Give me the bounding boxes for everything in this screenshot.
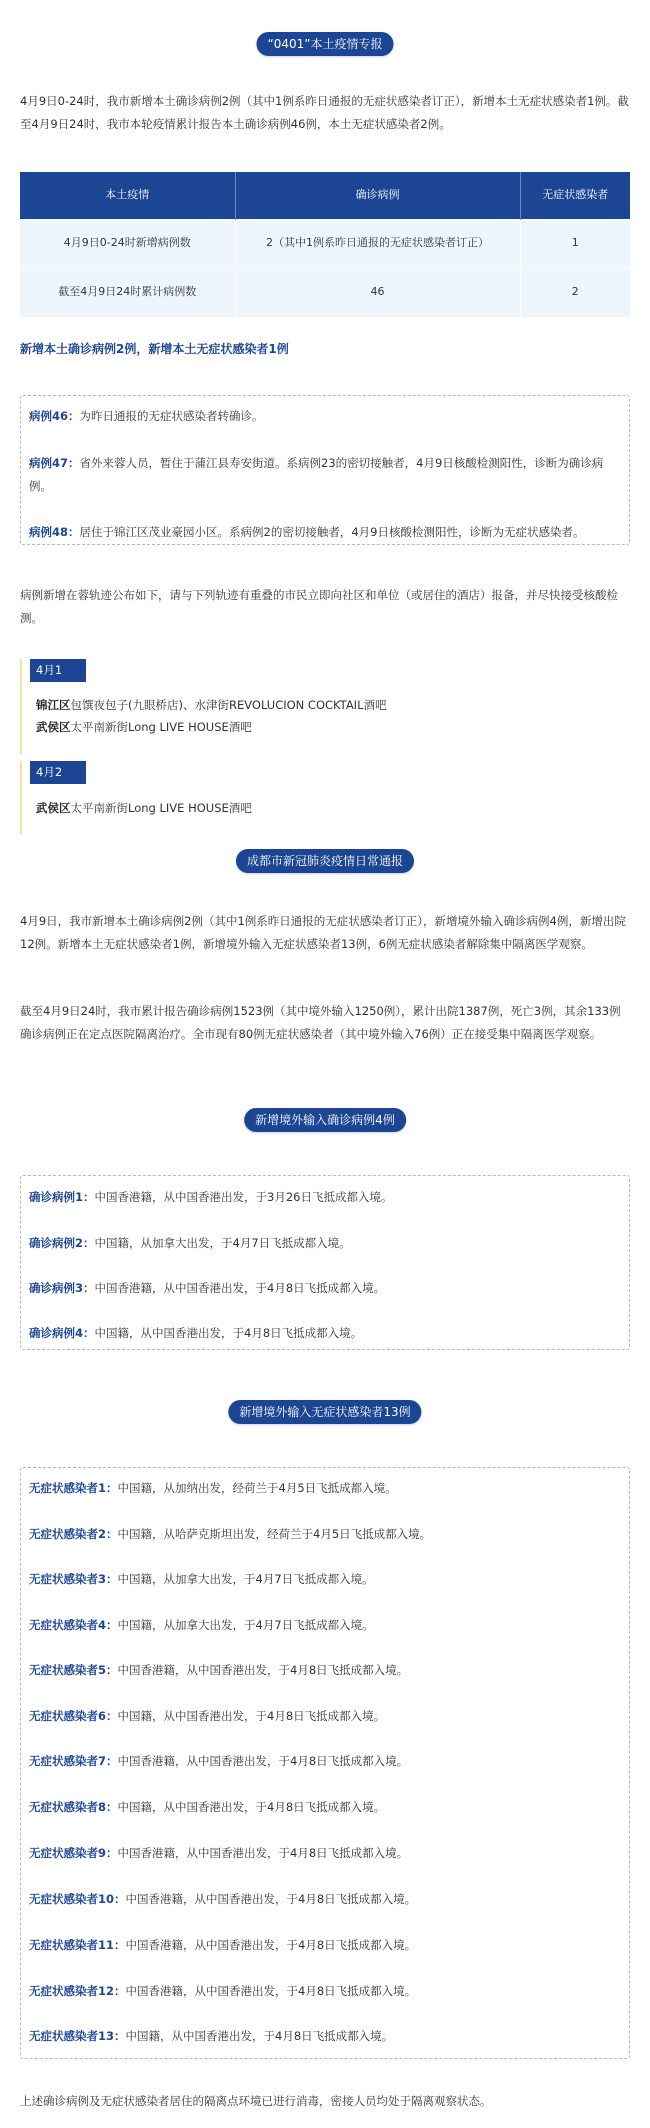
case-label: 无症状感染者5： bbox=[29, 1663, 118, 1677]
table-header: 无症状感染者 bbox=[520, 172, 630, 219]
case-text: 中国香港籍，从中国香港出发，于4月8日飞抵成都入境。 bbox=[125, 1938, 417, 1952]
table-row bbox=[20, 219, 630, 268]
case-label: 无症状感染者2： bbox=[29, 1527, 118, 1541]
track-place: 太平南新街Long LIVE HOUSE酒吧 bbox=[70, 801, 252, 815]
case-entry bbox=[29, 405, 621, 428]
intro-paragraph: 4月9日0-24时，我市新增本土确诊病例2例（其中1例系昨日通报的无症状感染者订正），新增本土无症状感染者1例。截至4月9日24时，我市本轮疫情累计报告本土确诊病例46例，本土无症状感染者2例。 bbox=[20, 94, 629, 131]
case-entry bbox=[29, 2025, 621, 2048]
case-entry bbox=[29, 1232, 621, 1255]
case-label: 无症状感染者7： bbox=[29, 1754, 118, 1768]
table-header: 本土疫情 bbox=[20, 172, 235, 219]
section-title-daily-report: 成都市新冠肺炎疫情日常通报 bbox=[236, 849, 414, 873]
case-text: 中国香港籍，从中国香港出发，于4月8日飞抵成都入境。 bbox=[125, 1984, 417, 1998]
case-text: 中国籍，从加纳出发，经荷兰于4月5日飞抵成都入境。 bbox=[117, 1481, 397, 1495]
case-text: 中国香港籍，从中国香港出发，于4月8日飞抵成都入境。 bbox=[117, 1663, 409, 1677]
imported-asymptomatic-box bbox=[20, 1467, 630, 2059]
case-label: 确诊病例4： bbox=[29, 1326, 95, 1340]
table-header: 确诊病例 bbox=[235, 172, 520, 219]
case-label: 病例46： bbox=[29, 409, 80, 423]
closing-paragraph: 上述确诊病例及无症状感染者居住的隔离点环境已进行消毒，密接人员均处于隔离观察状态。 bbox=[20, 2094, 492, 2108]
case-label: 无症状感染者13： bbox=[29, 2029, 126, 2043]
case-entry bbox=[29, 1796, 621, 1819]
case-label: 无症状感染者10： bbox=[29, 1892, 126, 1906]
case-entry bbox=[29, 1614, 621, 1637]
case-label: 无症状感染者8： bbox=[29, 1800, 118, 1814]
case-text: 中国籍，从中国香港出发，于4月8日飞抵成都入境。 bbox=[94, 1326, 363, 1340]
case-text: 中国香港籍，从中国香港出发，于3月26日飞抵成都入境。 bbox=[94, 1190, 393, 1204]
case-entry bbox=[29, 1934, 621, 1957]
case-text: 居住于锦江区茂业豪园小区。系病例2的密切接触者，4月9日核酸检测阳性，诊断为无症状感染者。 bbox=[79, 525, 585, 539]
table-header-row bbox=[20, 172, 630, 219]
track-district: 武侯区 bbox=[36, 801, 71, 815]
case-label: 确诊病例3： bbox=[29, 1281, 95, 1295]
table-cell: 截至4月9日24时累计病例数 bbox=[20, 268, 235, 317]
track-group-apr2 bbox=[20, 761, 630, 834]
case-entry bbox=[29, 1980, 621, 2003]
case-entry bbox=[29, 1322, 621, 1345]
imported-cases-box bbox=[20, 1175, 630, 1350]
case-entry bbox=[29, 1477, 621, 1500]
track-date-label: 4月1日： bbox=[30, 659, 86, 682]
table-cell: 2 bbox=[520, 268, 630, 317]
local-cases-subheading: 新增本土确诊病例2例，新增本土无症状感染者1例 bbox=[20, 342, 289, 356]
table-cell: 1 bbox=[520, 219, 630, 268]
case-text: 中国籍，从加拿大出发，于4月7日飞抵成都入境。 bbox=[117, 1572, 374, 1586]
local-stats-table bbox=[20, 172, 630, 317]
case-text: 中国籍，从中国香港出发，于4月8日飞抵成都入境。 bbox=[125, 2029, 394, 2043]
table-cell: 46 bbox=[235, 268, 520, 317]
case-entry bbox=[29, 1186, 621, 1209]
case-label: 病例47： bbox=[29, 456, 80, 470]
local-cases-box bbox=[20, 395, 630, 545]
case-entry bbox=[29, 1568, 621, 1591]
case-label: 无症状感染者9： bbox=[29, 1846, 118, 1860]
case-text: 为昨日通报的无症状感染者转确诊。 bbox=[79, 409, 264, 423]
track-group-apr1 bbox=[20, 659, 630, 754]
case-entry bbox=[29, 1705, 621, 1728]
case-text: 中国籍，从哈萨克斯坦出发，经荷兰于4月5日飞抵成都入境。 bbox=[117, 1527, 432, 1541]
track-location bbox=[36, 797, 252, 819]
case-entry bbox=[29, 1659, 621, 1682]
daily-report-paragraph-1: 4月9日，我市新增本土确诊病例2例（其中1例系昨日通报的无症状感染者订正），新增境外输入确诊病例4例，新增出院12例。新增本土无症状感染者1例，新增境外输入无症状感染者13例，6例无症状感染者解除集中隔离医学观察。 bbox=[20, 914, 626, 951]
case-entry bbox=[29, 1842, 621, 1865]
track-place: 包馔夜包子(九眼桥店)、水津街REVOLUCION COCKTAIL酒吧 bbox=[70, 698, 387, 712]
case-text: 中国籍，从中国香港出发，于4月8日飞抵成都入境。 bbox=[117, 1709, 386, 1723]
case-label: 确诊病例2： bbox=[29, 1236, 95, 1250]
table-cell: 2（其中1例系昨日通报的无症状感染者订正） bbox=[235, 219, 520, 268]
case-label: 无症状感染者6： bbox=[29, 1709, 118, 1723]
case-text: 中国籍，从加拿大出发，于4月7日飞抵成都入境。 bbox=[117, 1618, 374, 1632]
case-label: 无症状感染者12： bbox=[29, 1984, 126, 1998]
case-entry bbox=[29, 1523, 621, 1546]
case-text: 中国香港籍，从中国香港出发，于4月8日飞抵成都入境。 bbox=[117, 1846, 409, 1860]
track-district: 锦江区 bbox=[36, 698, 71, 712]
case-label: 确诊病例1： bbox=[29, 1190, 95, 1204]
case-text: 中国籍，从加拿大出发，于4月7日飞抵成都入境。 bbox=[94, 1236, 351, 1250]
table-row bbox=[20, 268, 630, 317]
case-label: 无症状感染者11： bbox=[29, 1938, 126, 1952]
table-cell: 4月9日0-24时新增病例数 bbox=[20, 219, 235, 268]
case-text: 中国香港籍，从中国香港出发，于4月8日飞抵成都入境。 bbox=[125, 1892, 417, 1906]
daily-report-paragraph-2: 截至4月9日24时，我市累计报告确诊病例1523例（其中境外输入1250例），累计出院1387例，死亡3例，其余133例确诊病例正在定点医院隔离治疗。全市现有80例无症状感染者（其中境外输入76例）正在接受集中隔离医学观察。 bbox=[20, 1004, 621, 1041]
track-location bbox=[36, 694, 386, 716]
case-text: 中国香港籍，从中国香港出发，于4月8日飞抵成都入境。 bbox=[117, 1754, 409, 1768]
case-entry bbox=[29, 1750, 621, 1773]
case-label: 无症状感染者3： bbox=[29, 1572, 118, 1586]
case-text: 省外来蓉人员，暂住于蒲江县寿安街道。系病例23的密切接触者，4月9日核酸检测阳性，诊断为确诊病例。 bbox=[29, 456, 604, 493]
section-title-local-report: “0401”本土疫情专报 bbox=[257, 32, 394, 56]
case-entry bbox=[29, 1888, 621, 1911]
section-title-imported-cases: 新增境外输入确诊病例4例 bbox=[244, 1108, 406, 1132]
case-text: 中国香港籍，从中国香港出发，于4月8日飞抵成都入境。 bbox=[94, 1281, 386, 1295]
case-entry bbox=[29, 1277, 621, 1300]
case-label: 病例48： bbox=[29, 525, 80, 539]
case-label: 无症状感染者1： bbox=[29, 1481, 118, 1495]
track-place: 太平南新街Long LIVE HOUSE酒吧 bbox=[70, 720, 252, 734]
track-district: 武侯区 bbox=[36, 720, 71, 734]
case-entry bbox=[29, 521, 621, 544]
section-title-imported-asymptomatic: 新增境外输入无症状感染者13例 bbox=[228, 1400, 421, 1424]
track-date-label: 4月2日： bbox=[30, 761, 86, 784]
case-entry bbox=[29, 452, 621, 498]
track-intro-paragraph: 病例新增在蓉轨迹公布如下，请与下列轨迹有重叠的市民立即向社区和单位（或居住的酒店）报备，并尽快接受核酸检测。 bbox=[20, 588, 618, 625]
case-label: 无症状感染者4： bbox=[29, 1618, 118, 1632]
case-text: 中国籍，从中国香港出发，于4月8日飞抵成都入境。 bbox=[117, 1800, 386, 1814]
track-location bbox=[36, 716, 252, 738]
